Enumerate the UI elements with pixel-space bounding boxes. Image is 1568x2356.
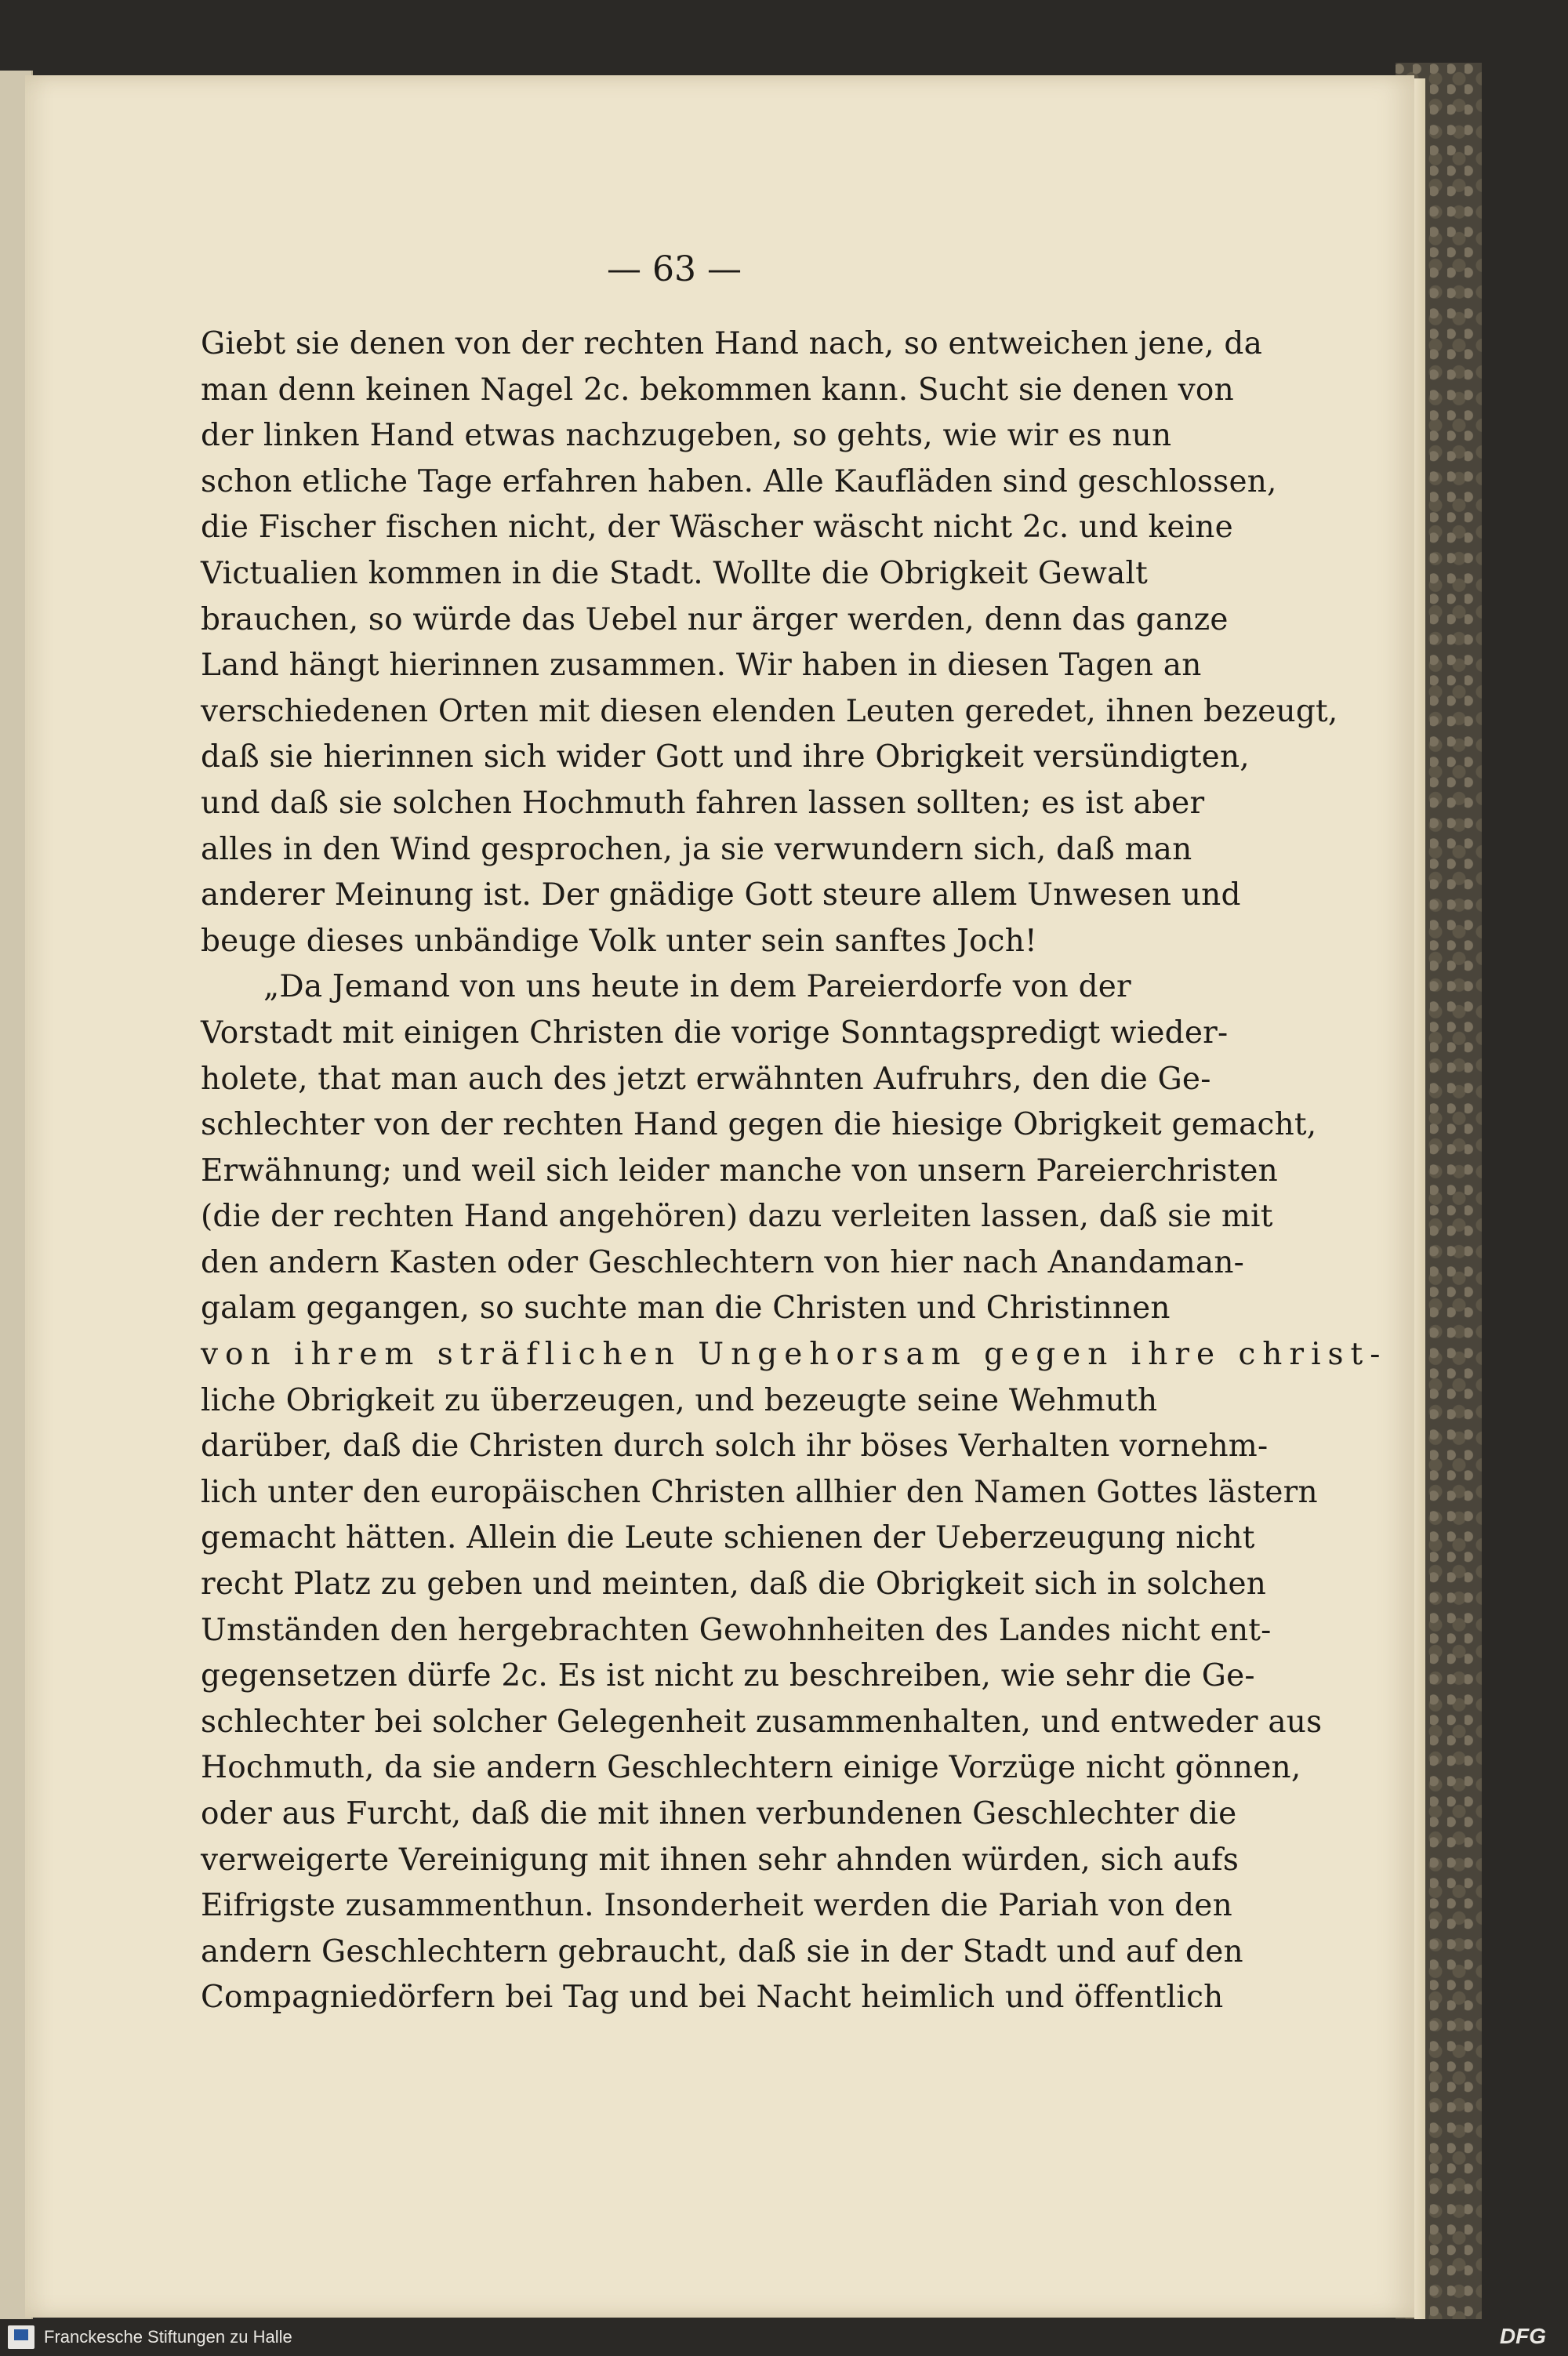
- page-stack-edge: [1414, 78, 1425, 2321]
- text-line: verschiedenen Orten mit diesen elenden Leuten geredet, ihnen bezeugt,: [201, 693, 1338, 729]
- text-line: Umständen den hergebrachten Gewohnheiten des Landes nicht ent-: [201, 1612, 1272, 1648]
- text-line: darüber, daß die Christen durch solch ihr böses Verhalten vornehm-: [201, 1428, 1269, 1465]
- dfg-logo: DFG: [1499, 2324, 1546, 2348]
- text-line: Eifrigste zusammenthun. Insonderheit werden die Pariah von den: [201, 1888, 1232, 1924]
- footer-institution: Franckesche Stiftungen zu Halle: [44, 2327, 292, 2347]
- text-line: gemacht hätten. Allein die Leute schienen der Ueberzeugung nicht: [201, 1520, 1255, 1556]
- text-line: (die der rechten Hand angehören) dazu verleiten lassen, daß sie mit: [201, 1199, 1273, 1235]
- institution-logo-icon: [8, 2325, 34, 2349]
- text-line: schlechter bei solcher Gelegenheit zusammenhalten, und entweder aus: [201, 1704, 1323, 1740]
- text-line: Vorstadt mit einigen Christen die vorige Sonntagspredigt wieder-: [201, 1015, 1229, 1051]
- text-line: Erwähnung; und weil sich leider manche von unsern Pareierchristen: [201, 1153, 1279, 1189]
- text-line: den andern Kasten oder Geschlechtern von hier nach Anandaman-: [201, 1244, 1245, 1280]
- text-line: schlechter von der rechten Hand gegen die hiesige Obrigkeit gemacht,: [201, 1107, 1317, 1143]
- text-line: andern Geschlechtern gebraucht, daß sie in der Stadt und auf den: [201, 1933, 1243, 1969]
- text-line: verweigerte Vereinigung mit ihnen sehr ahnden würden, sich aufs: [201, 1842, 1240, 1878]
- text-line: lich unter den europäischen Christen allhier den Namen Gottes lästern: [201, 1474, 1318, 1510]
- text-line: anderer Meinung ist. Der gnädige Gott steure allem Unwesen und: [201, 877, 1241, 913]
- text-line: Victualien kommen in die Stadt. Wollte die Obrigkeit Gewalt: [201, 555, 1149, 591]
- text-line: die Fischer fischen nicht, der Wäscher wäscht nicht 2c. und keine: [201, 510, 1233, 546]
- text-line: holete, that man auch des jetzt erwähnten Aufruhrs, den die Ge-: [201, 1061, 1211, 1097]
- text-line: Land hängt hierinnen zusammen. Wir haben in diesen Tagen an: [201, 648, 1202, 684]
- text-line: oder aus Furcht, daß die mit ihnen verbundenen Geschlechter die: [201, 1796, 1237, 1831]
- text-line: gegensetzen dürfe 2c. Es ist nicht zu beschreiben, wie sehr die Ge-: [201, 1658, 1255, 1694]
- text-line: beuge dieses unbändige Volk unter sein sanftes Joch!: [201, 923, 1037, 959]
- text-line: „Da Jemand von uns heute in dem Pareierdorfe von der: [263, 969, 1131, 1005]
- text-line: alles in den Wind gesprochen, ja sie verwundern sich, daß man: [201, 831, 1192, 867]
- text-line: liche Obrigkeit zu überzeugen, und bezeugte seine Wehmuth: [201, 1382, 1158, 1418]
- text-line: schon etliche Tage erfahren haben. Alle Kaufläden sind geschlossen,: [201, 463, 1277, 499]
- text-line: galam gegangen, so suchte man die Christen und Christinnen: [201, 1291, 1171, 1327]
- text-line: Compagniedörfern bei Tag und bei Nacht heimlich und öffentlich: [201, 1980, 1224, 2016]
- text-line: Hochmuth, da sie andern Geschlechtern einige Vorzüge nicht gönnen,: [201, 1750, 1301, 1786]
- text-line: recht Platz zu geben und meinten, daß die Obrigkeit sich in solchen: [201, 1566, 1267, 1603]
- text-line: und daß sie solchen Hochmuth fahren lassen sollten; es ist aber: [201, 785, 1205, 821]
- text-line: Giebt sie denen von der rechten Hand nach, so entweichen jene, da: [201, 326, 1263, 361]
- text-line: brauchen, so würde das Uebel nur ärger werden, denn das ganze: [201, 601, 1229, 637]
- page-number: — 63 —: [607, 249, 742, 289]
- text-line: der linken Hand etwas nachzugeben, so gehts, wie wir es nun: [201, 418, 1172, 454]
- text-line: daß sie hierinnen sich wider Gott und ihre Obrigkeit versündigten,: [201, 739, 1250, 775]
- body-text: [201, 321, 1388, 2021]
- text-line: von ihrem sträflichen Ungehorsam gegen ihre christ-: [201, 1337, 1388, 1373]
- text-line: man denn keinen Nagel 2c. bekommen kann. Sucht sie denen von: [201, 372, 1234, 408]
